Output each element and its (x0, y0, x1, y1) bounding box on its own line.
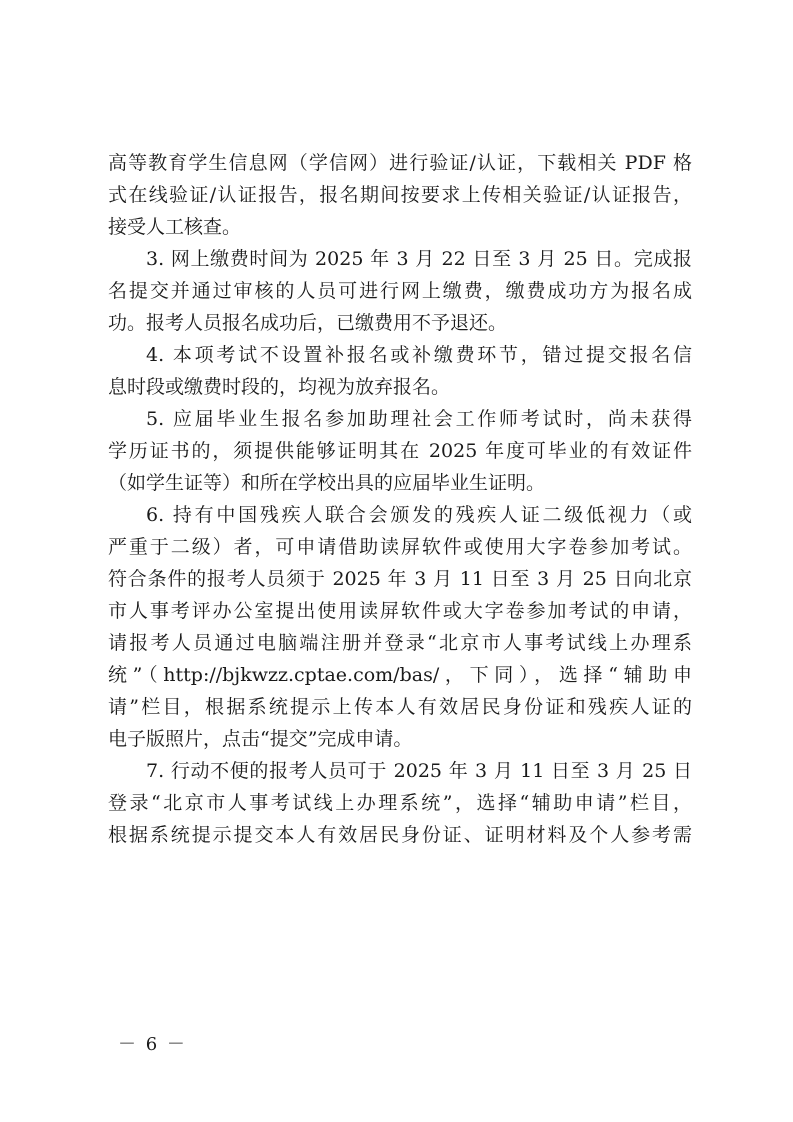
text-line: 统”（http://bjkwzz.cptae.com/bas/，下同），选择“辅助申 (108, 664, 692, 686)
text-line: 3. 网上缴费时间为 2025 年 3 月 22 日至 3 月 25 日。完成报 (146, 248, 692, 270)
text-line: 严重于二级）者，可申请借助读屏软件或使用大字卷参加考试。 (108, 536, 692, 558)
page-number: － 6 － (118, 1034, 187, 1055)
text-line: 高等教育学生信息网（学信网）进行验证/认证，下载相关 PDF 格 (108, 152, 692, 174)
text-line: 市人事考评办公室提出使用读屏软件或大字卷参加考试的申请， (108, 600, 692, 622)
text-line: 4. 本项考试不设置补报名或补缴费环节，错过提交报名信 (146, 344, 692, 366)
text-line: 学历证书的，须提供能够证明其在 2025 年度可毕业的有效证件 (108, 440, 692, 462)
text-line: 功。报考人员报名成功后，已缴费用不予退还。 (108, 312, 508, 334)
text-line: 接受人工核查。 (108, 216, 242, 238)
text-line: 息时段或缴费时段的，均视为放弃报名。 (108, 376, 451, 398)
text-line: 名提交并通过审核的人员可进行网上缴费，缴费成功方为报名成 (108, 280, 692, 302)
document-body (108, 147, 692, 851)
text-line: 7. 行动不便的报考人员可于 2025 年 3 月 11 日至 3 月 25 日 (146, 760, 692, 782)
text-line: 请”栏目，根据系统提示上传本人有效居民身份证和残疾人证的 (108, 696, 692, 718)
text-line: 5. 应届毕业生报名参加助理社会工作师考试时，尚未获得 (146, 408, 692, 430)
text-line: 符合条件的报考人员须于 2025 年 3 月 11 日至 3 月 25 日向北京 (108, 568, 692, 590)
text-line: 6. 持有中国残疾人联合会颁发的残疾人证二级低视力（或 (146, 504, 692, 526)
text-line: （如学生证等）和所在学校出具的应届毕业生证明。 (108, 472, 546, 494)
text-line: 根据系统提示提交本人有效居民身份证、证明材料及个人参考需 (108, 824, 692, 846)
text-line: 登录“北京市人事考试线上办理系统”，选择“辅助申请”栏目， (108, 792, 692, 814)
text-line: 式在线验证/认证报告，报名期间按要求上传相关验证/认证报告， (108, 184, 692, 206)
text-line: 请报考人员通过电脑端注册并登录“北京市人事考试线上办理系 (108, 632, 692, 654)
text-line: 电子版照片，点击“提交”完成申请。 (108, 728, 413, 750)
